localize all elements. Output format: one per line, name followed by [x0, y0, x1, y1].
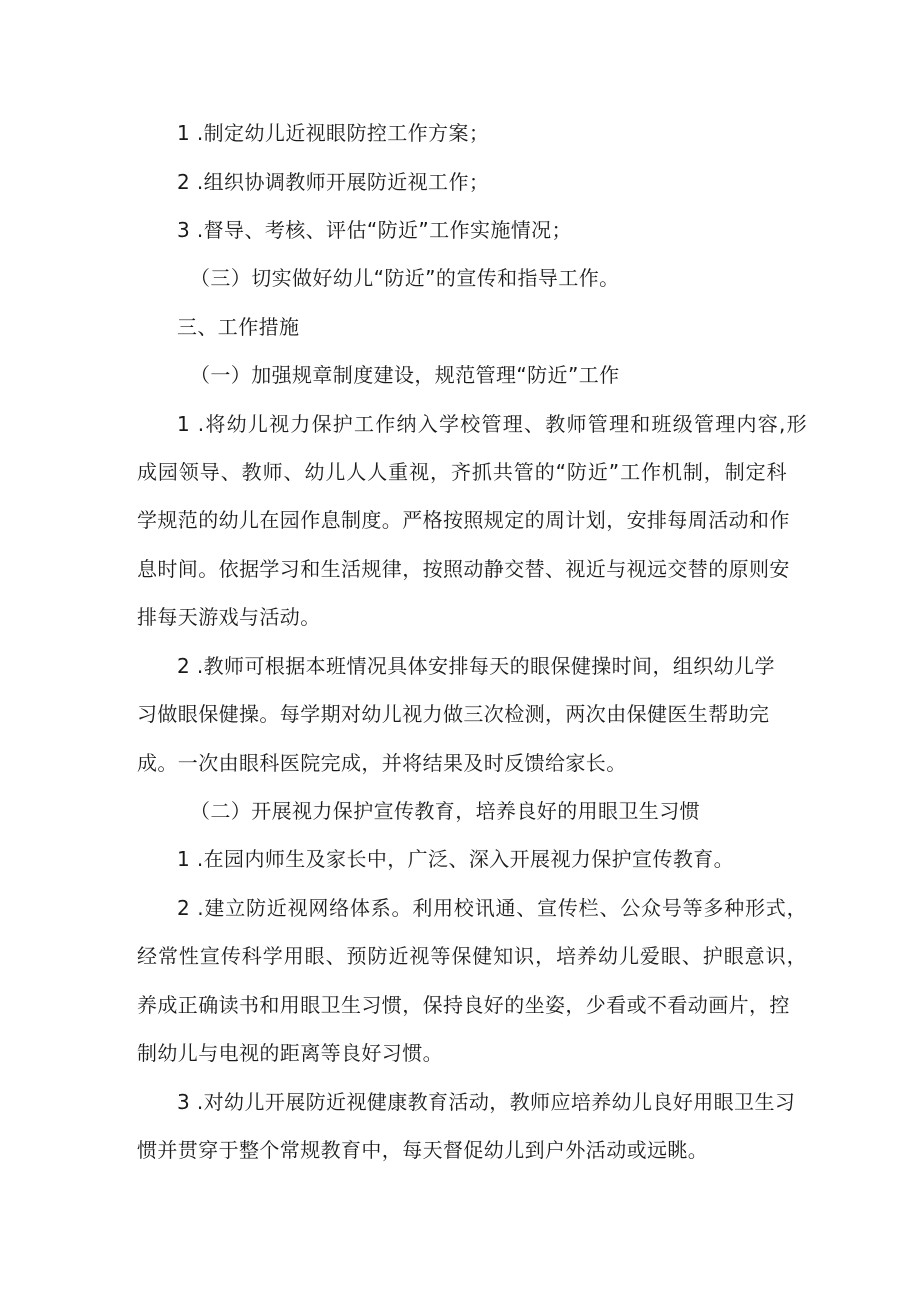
list-item-3: 3 .督导、考核、评估“防近”工作实施情况； — [177, 218, 572, 242]
subheading-3: （三）切实做好幼儿“防近”的宣传和指导工作。 — [190, 266, 620, 290]
list-item-2: 2 .组织协调教师开展防近视工作； — [177, 170, 490, 194]
paragraph-line: 息时间。依据学习和生活规律，按照动静交替、视近与视远交替的原则安 — [137, 557, 790, 581]
paragraph-line: 制幼儿与电视的距离等良好习惯。 — [137, 1041, 443, 1065]
paragraph-line: 成。一次由眼科医院完成，并将结果及时反馈给家长。 — [137, 751, 627, 775]
paragraph-line: 经常性宣传科学用眼、预防近视等保健知识，培养幼儿爱眼、护眼意识， — [137, 944, 807, 968]
list-item-1: 1 .制定幼儿近视眼防控工作方案； — [177, 121, 490, 145]
paragraph-line: 排每天游戏与活动。 — [137, 605, 321, 629]
paragraph-line: 成园领导、教师、幼儿人人重视，齐抓共管的“防近”工作机制，制定科 — [137, 460, 787, 484]
section-heading: 三、工作措施 — [177, 315, 300, 339]
paragraph-line: 2 .教师可根据本班情况具体安排每天的眼保健操时间，组织幼儿学 — [177, 654, 775, 678]
paragraph-line: 惯并贯穿于整个常规教育中，每天督促幼儿到户外活动或远眺。 — [137, 1138, 709, 1162]
paragraph-line: 学规范的幼儿在园作息制度。严格按照规定的周计划，安排每周活动和作 — [137, 508, 790, 532]
paragraph-line: 1 .将幼儿视力保护工作纳入学校管理、教师管理和班级管理内容,形 — [177, 412, 807, 436]
paragraph-line: 2 .建立防近视网络体系。利用校讯通、宣传栏、公众号等多种形式， — [177, 896, 807, 920]
paragraph-line: 习做眼保健操。每学期对幼儿视力做三次检测，两次由保健医生帮助完 — [137, 702, 770, 726]
subheading-2: （二）开展视力保护宣传教育，培养良好的用眼卫生习惯 — [190, 799, 700, 823]
list-item-1: 1 .在园内师生及家长中，广泛、深入开展视力保护宣传教育。 — [177, 847, 735, 871]
paragraph-line: 3 .对幼儿开展防近视健康教育活动，教师应培养幼儿良好用眼卫生习 — [177, 1090, 796, 1114]
subheading-1: （一）加强规章制度建设，规范管理“防近”工作 — [190, 363, 620, 387]
paragraph-line: 养成正确读书和用眼卫生习惯，保持良好的坐姿，少看或不看动画片，控 — [137, 993, 790, 1017]
